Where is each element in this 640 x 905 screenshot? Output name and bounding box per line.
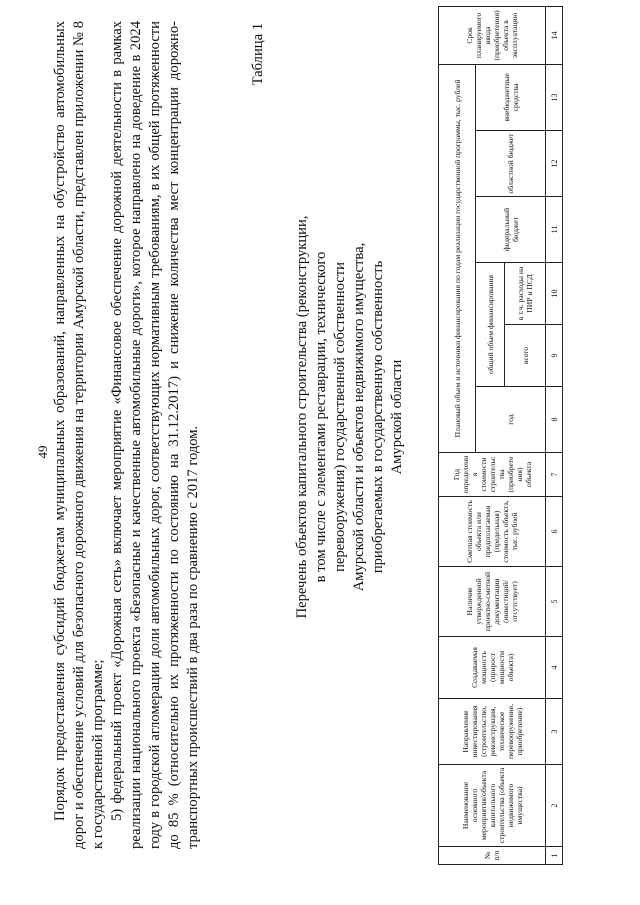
column-number: 12 (546, 131, 563, 197)
header-cell: Сметная стоимость объекта или предполагаемая (предельная) стоимость объекта, тыс. рублей (439, 497, 546, 567)
column-number: 5 (546, 567, 563, 637)
column-number: 9 (546, 325, 563, 387)
column-number: 7 (546, 453, 563, 497)
header-cell: общий объем финансирования (476, 263, 505, 387)
column-number: 4 (546, 637, 563, 699)
table-title-line: перевооружения) государственной собственности (332, 262, 348, 572)
paragraph: Порядок предоставления субсидий бюджетам муниципальных образований, направленных на обустройство автомобильных дорог и обеспечение условий для безопасного дорожного движения на территории Амурской области, представлен приложении № 8 к государственной программе; (52, 21, 106, 849)
column-number-row (546, 6, 563, 864)
table-title-line: приобретаемых в государственную собственность (370, 260, 386, 574)
rotated-page-content (10, 7, 630, 897)
column-number: 13 (546, 64, 563, 130)
table-title-line: Перечень объектов капитального строительства (реконструкции, (294, 215, 310, 619)
header-cell: Срок планируемого ввода (приобретения) объекта в эксплуатацию (439, 6, 546, 64)
objects-table (438, 6, 563, 865)
header-cell: Направление инвестирования (строительство, реконструкция, техническое перевооружение, приобретение) (439, 699, 546, 765)
header-cell: год (476, 387, 546, 453)
table-title-line: Амурской области (389, 359, 405, 475)
header-cell: в т.ч. расходы на ПИР и ПСД (505, 263, 546, 325)
column-number: 14 (546, 6, 563, 64)
page-number: 49 (35, 445, 50, 459)
header-cell: Плановый объем и источники финансирования по годам реализации государственной программы, тыс. рублей (439, 64, 476, 452)
header-cell: всего (505, 325, 546, 387)
header-cell: Наименование основного мероприятия/объекта капитального строительства (объекта недвижимого имущества) (439, 765, 546, 847)
header-cell: № п/п (439, 847, 546, 865)
header-cell: федеральный бюджет (476, 197, 546, 263)
header-cell: Наличие утвержденной проектно-сметной документации (инвестиций/отсутствует) (439, 567, 546, 637)
column-number: 6 (546, 497, 563, 567)
header-cell: внебюджетные средства (476, 64, 546, 130)
column-number: 10 (546, 263, 563, 325)
body-text (51, 21, 203, 849)
paragraph: 5) федеральный проект «Дорожная сеть» включает мероприятие «Финансовое обеспечение дорожной деятельности в рамках реализации национального проекта «Безопасные и качественные автомобильные дороги», которое направлено на доведение в 2024 году в городской агломерации доли автомобильных дорог, соответствующих нормативным требованиям, в их общей протяженности до 85 % (относительно их протяженности по состоянию на 31.12.2017) и снижение количества мест концентрации дорожно-транспортных происшествий в два раза по сравнению с 2017 годом. (109, 21, 201, 849)
header-cell: областной бюджет (476, 131, 546, 197)
table-title-line: в том числе с элементами реставрации, технического (313, 251, 329, 583)
column-number: 1 (546, 847, 563, 865)
column-number: 3 (546, 699, 563, 765)
column-number: 8 (546, 387, 563, 453)
column-number: 2 (546, 765, 563, 847)
header-cell: Год определения стоимости строительства (приобретения) объекта (439, 453, 546, 497)
header-cell: Создаваемая мощность (прирост мощности объекта) (439, 637, 546, 699)
table-label: Таблица 1 (250, 23, 266, 86)
table-header-row (439, 6, 476, 864)
table-title (293, 177, 407, 657)
column-number: 11 (546, 197, 563, 263)
table-title-line: Амурской области и объектов недвижимого имущества, (351, 242, 367, 592)
